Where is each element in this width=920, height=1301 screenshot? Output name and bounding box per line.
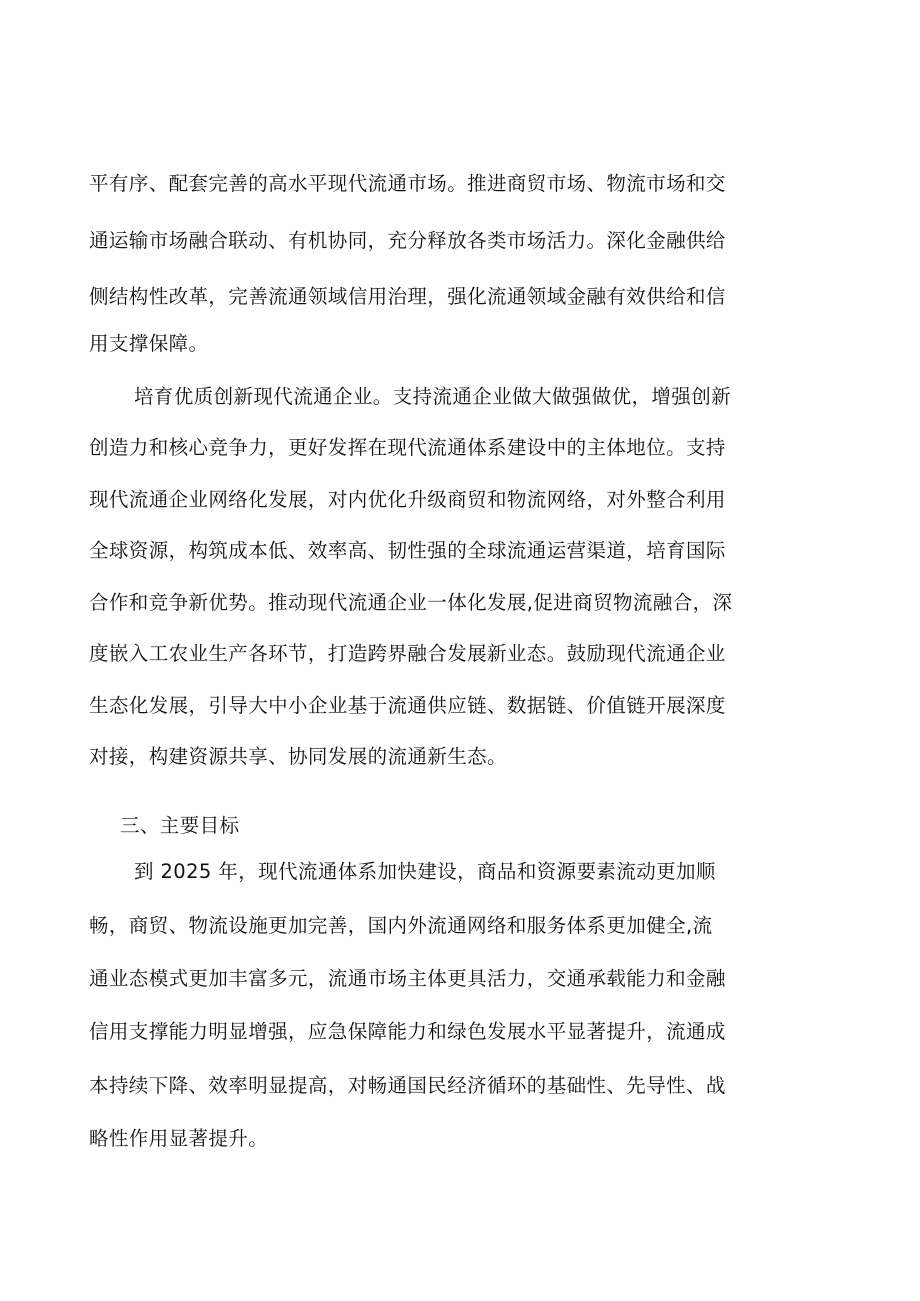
paragraph-line: 度嵌入工农业生产各环节，打造跨界融合发展新业态。鼓励现代流通企业 [89,642,726,665]
paragraph-line: 畅，商贸、物流设施更加完善，国内外流通网络和服务体系更加健全,流 [89,914,713,937]
paragraph-line: 创造力和核心竞争力，更好发挥在现代流通体系建设中的主体地位。支持 [89,436,726,459]
paragraph-line: 通业态模式更加丰富多元，流通市场主体更具活力，交通承载能力和金融 [89,967,726,990]
paragraph-line: 通运输市场融合联动、有机协同，充分释放各类市场活力。深化金融供给 [89,229,726,252]
paragraph-line: 用支撑保障。 [89,332,209,355]
paragraph-line: 对接，构建资源共享、协同发展的流通新生态。 [89,745,507,768]
paragraph-line: 合作和竞争新优势。推动现代流通企业一体化发展,促进商贸物流融合，深 [89,591,733,614]
paragraph-line: 培育优质创新现代流通企业。支持流通企业做大做强做优，增强创新 [134,385,732,408]
paragraph-line: 生态化发展，引导大中小企业基于流通供应链、数据链、价值链开展深度 [89,694,726,717]
paragraph-line: 全球资源，构筑成本低、效率高、韧性强的全球流通运营渠道，培育国际 [89,539,726,562]
paragraph-line: 侧结构性改革，完善流通领域信用治理，强化流通领域金融有效供给和信 [89,285,726,308]
paragraph-line: 本持续下降、效率明显提高，对畅通国民经济循环的基础性、先导性、战 [89,1074,726,1097]
paragraph-line: 信用支撑能力明显增强，应急保障能力和绿色发展水平显著提升，流通成 [89,1020,726,1043]
paragraph-line: 略性作用显著提升。 [89,1127,269,1150]
paragraph-line: 到 2025 年，现代流通体系加快建设，商品和资源要素流动更加顺 [134,860,716,883]
paragraph-line: 平有序、配套完善的高水平现代流通市场。推进商贸市场、物流市场和交 [89,172,726,195]
section-heading: 三、主要目标 [120,814,240,837]
paragraph-line: 现代流通企业网络化发展，对内优化升级商贸和物流网络，对外整合利用 [89,488,726,511]
